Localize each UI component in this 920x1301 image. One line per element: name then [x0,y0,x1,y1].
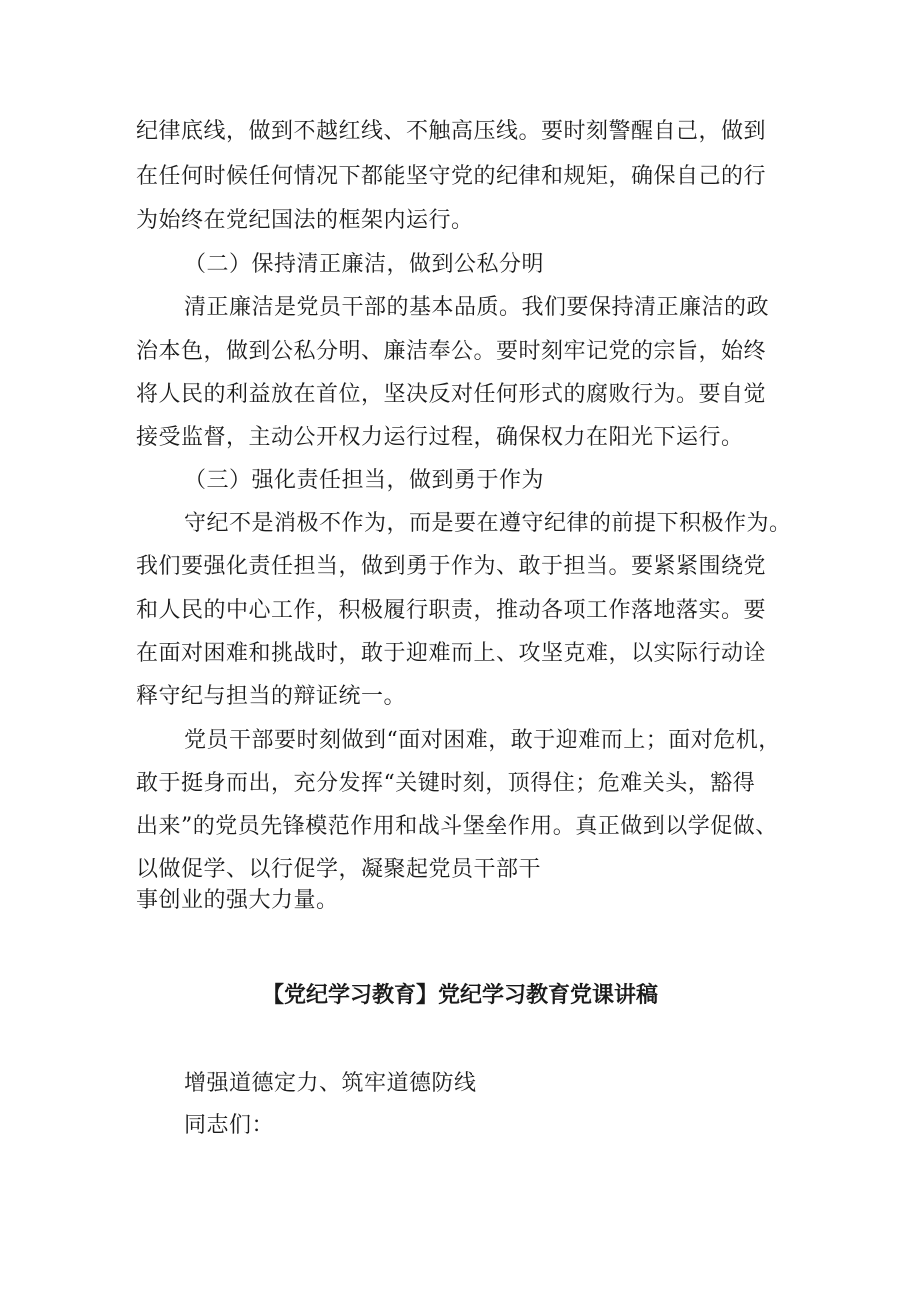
document-title: 【党纪学习教育】党纪学习教育党课讲稿 [261,983,658,1008]
section-heading-3: （三）强化责任担当，做到勇于作为 [184,468,545,493]
body-text-line: 释守纪与担当的辩证统一。 [136,684,407,709]
body-text-line: 党员干部要时刻做到“面对困难，敢于迎难而上；面对危机， [184,728,781,753]
body-text-line: 在面对困难和挑战时，敢于迎难而上、攻坚克难，以实际行动诠 [136,641,767,666]
body-text-line: 事创业的强大力量。 [136,888,339,913]
body-text-line: 将人民的利益放在首位，坚决反对任何形式的腐败行为。要自觉 [136,382,767,407]
body-text-line: 纪律底线，做到不越红线、不触高压线。要时刻警醒自己，做到 [136,119,767,144]
body-text-line: 清正廉洁是党员干部的基本品质。我们要保持清正廉洁的政 [184,295,770,320]
body-text-line: 接受监督，主动公开权力运行过程，确保权力在阳光下运行。 [136,425,744,450]
body-text-line: 在任何时候任何情况下都能坚守党的纪律和规矩，确保自己的行 [136,164,767,189]
body-text-line: 守纪不是消极不作为，而是要在遵守纪律的前提下积极作为。 [184,511,792,536]
body-text-line: 以做促学、以行促学，凝聚起党员干部干 [136,857,542,882]
document-subtitle: 增强道德定力、筑牢道德防线 [184,1071,477,1096]
body-text-line: 和人民的中心工作，积极履行职责，推动各项工作落地落实。要 [136,598,767,623]
salutation: 同志们： [184,1113,275,1138]
body-text-line: 出来”的党员先锋模范作用和战斗堡垒作用。真正做到以学促做、 [136,814,778,839]
body-text-line: 治本色，做到公私分明、廉洁奉公。要时刻牢记党的宗旨，始终 [136,339,767,364]
body-text-line: 我们要强化责任担当，做到勇于作为、敢于担当。要紧紧围绕党 [136,554,767,579]
section-heading-2: （二）保持清正廉洁，做到公私分明 [184,252,545,277]
body-text-line: 敢于挺身而出，充分发挥“关键时刻，顶得住；危难关头，豁得 [136,771,756,796]
body-text-line: 为始终在党纪国法的框架内运行。 [136,208,474,233]
